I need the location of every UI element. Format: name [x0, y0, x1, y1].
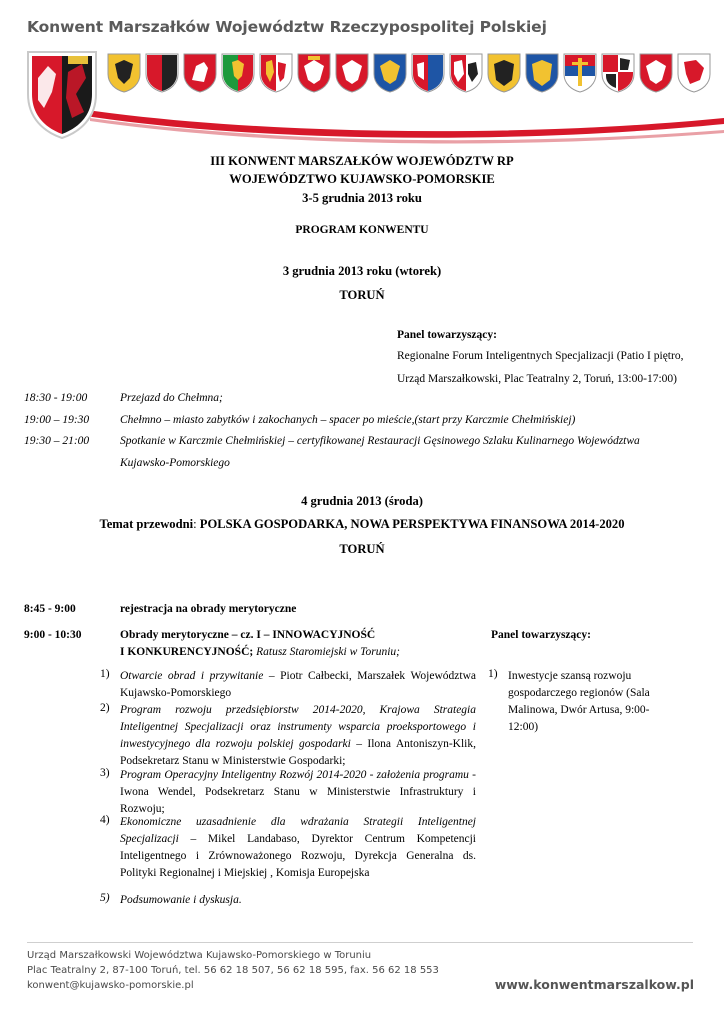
agenda-item-rest: – Mikel Landabaso, Dyrektor Centrum Kompetencji Inteligentnego i Zrównoważonego Rozwoju, Dyrekcja Generalna ds. Polityki Regionalnej i Miejskiej , Komisja Europejska	[120, 833, 476, 879]
agenda-item-italic: Ekonomiczne uzasadnienie dla wdrażania Strategii Inteligentnej Specjalizacji	[120, 816, 476, 845]
panel-item-line: Malinowa, Dwór Artusa, 9:00-	[508, 704, 650, 716]
pomorskie-crest-icon	[486, 52, 522, 94]
lubuskie-crest-icon	[220, 52, 256, 94]
registration-text: rejestracja na obrady merytoryczne	[120, 603, 297, 615]
day1-city: TORUŃ	[339, 288, 385, 302]
theme-label: Temat przewodni	[99, 517, 194, 531]
slaskie-crest-icon	[524, 52, 560, 94]
agenda-item	[120, 702, 476, 770]
session-place: Ratusz Staromiejski w Toruniu;	[253, 646, 400, 658]
session-title-2: I KONKURENCYJNOŚĆ;	[120, 646, 254, 658]
agenda-item-italic: Otwarcie obrad i przywitanie	[120, 670, 264, 682]
program-heading: PROGRAM KONWENTU	[295, 224, 429, 236]
footer-address: Plac Teatralny 2, 87-100 Toruń, tel. 56 62 18 507, 56 62 18 595, fax. 56 62 18 553	[27, 965, 439, 976]
panel-item-line: Inwestycje szansą rozwoju	[508, 670, 632, 682]
agenda-item	[120, 767, 476, 818]
item-number: 5)	[100, 892, 110, 904]
schedule-time: 18:30 - 19:00	[24, 392, 88, 404]
schedule-text-continued: Kujawsko-Pomorskiego	[120, 457, 230, 469]
registration-time: 8:45 - 9:00	[24, 603, 76, 615]
day2-date: 4 grudnia 2013 (środa)	[301, 494, 423, 508]
footer-email[interactable]: konwent@kujawsko-pomorskie.pl	[27, 980, 194, 991]
kujawsko-pomorskie-crest-icon	[144, 52, 180, 94]
malopolskie-crest-icon	[296, 52, 332, 94]
footer-website-link[interactable]: www.konwentmarszalkow.pl	[494, 977, 694, 992]
day1-date: 3 grudnia 2013 roku (wtorek)	[282, 264, 442, 278]
dolnoslaskie-crest-icon	[106, 52, 142, 94]
red-swoosh-decoration	[0, 88, 724, 150]
panel-item-line: 12:00)	[508, 721, 539, 733]
item-number: 3)	[100, 767, 110, 779]
agenda-item-rest: – Piotr Całbecki, Marszałek Województwa Kujawsko-Pomorskiego	[120, 670, 476, 699]
item-number: 1)	[100, 668, 110, 680]
session-title: Obrady merytoryczne – cz. I – INNOWACYJNOŚĆ	[120, 629, 376, 641]
podlaskie-crest-icon	[448, 52, 484, 94]
schedule-time: 19:00 – 19:30	[24, 414, 90, 426]
kujawsko-pomorskie-large-crest-icon	[24, 48, 100, 140]
day2-city: TORUŃ	[339, 542, 385, 556]
schedule-text: Chełmno – miasto zabytków i zakochanych – spacer po mieście,(start przy Karczmie Chełmińskiej)	[120, 414, 576, 426]
organization-title: Konwent Marszałków Województw Rzeczypospolitej Polskiej	[27, 18, 547, 36]
opolskie-crest-icon	[372, 52, 408, 94]
theme-separator: :	[193, 517, 197, 531]
panel-item-number: 1)	[488, 668, 498, 680]
mazowieckie-crest-icon	[334, 52, 370, 94]
agenda-item-italic: Program Operacyjny Inteligentny Rozwój 2014-2020 - założenia programu	[120, 769, 469, 781]
agenda-item-italic: Podsumowanie i dyskusja.	[120, 894, 242, 906]
session-time: 9:00 - 10:30	[24, 629, 82, 641]
conference-title: III KONWENT MARSZAŁKÓW WOJEWÓDZTW RP	[210, 154, 514, 168]
zachodniopomorskie-crest-icon	[676, 52, 712, 94]
day1-panel-line1: Regionalne Forum Inteligentnych Specjalizacji (Patio I piętro,	[397, 350, 684, 362]
schedule-text: Przejazd do Chełmna;	[120, 392, 223, 404]
day1-panel-line2: Urząd Marszałkowski, Plac Teatralny 2, Toruń, 13:00-17:00)	[397, 373, 677, 385]
region-title: WOJEWÓDZTWO KUJAWSKO-POMORSKIE	[229, 172, 495, 186]
session-title-continued	[120, 646, 400, 658]
footer-office-name: Urząd Marszałkowski Województwa Kujawsko-Pomorskiego w Toruniu	[27, 950, 372, 961]
panel-item	[508, 668, 683, 736]
agenda-item-rest: - Iwona Wendel, Podsekretarz Stanu w Ministerstwie Infrastruktury i Rozwoju;	[120, 769, 476, 815]
podkarpackie-crest-icon	[410, 52, 446, 94]
agenda-item	[120, 892, 476, 909]
wielkopolskie-crest-icon	[638, 52, 674, 94]
conference-dates: 3-5 grudnia 2013 roku	[302, 191, 422, 205]
schedule-time: 19:30 – 21:00	[24, 435, 90, 447]
day2-panel-label: Panel towarzyszący:	[491, 629, 591, 641]
warminsko-mazurskie-crest-icon	[600, 52, 636, 94]
lodzkie-crest-icon	[258, 52, 294, 94]
day1-panel-label: Panel towarzyszący:	[397, 329, 497, 341]
footer-divider	[27, 942, 693, 943]
agenda-item-rest: – Ilona Antoniszyn-Klik, Podsekretarz Stanu w Ministerstwie Gospodarki;	[120, 738, 477, 767]
theme-text: POLSKA GOSPODARKA, NOWA PERSPEKTYWA FINANSOWA 2014-2020	[199, 517, 625, 531]
item-number: 2)	[100, 702, 110, 714]
panel-item-line: gospodarczego regionów (Sala	[508, 687, 650, 699]
schedule-text: Spotkanie w Karczmie Chełmińskiej – certyfikowanej Restauracji Gęsinowego Szlaku Kulinarnego Województwa	[120, 435, 640, 447]
swietokrzyskie-crest-icon	[562, 52, 598, 94]
day2-theme	[0, 517, 724, 532]
agenda-item-italic: Program rozwoju przedsiębiorstw 2014-2020, Krajowa Strategia Inteligentnej Specjalizacji oraz instrumenty wsparcia proeksportowego i inwestycyjnego dla rozwoju polskiej gospodarki	[120, 704, 476, 750]
agenda-item	[120, 668, 476, 702]
agenda-item	[120, 814, 476, 882]
item-number: 4)	[100, 814, 110, 826]
lubelskie-crest-icon	[182, 52, 218, 94]
